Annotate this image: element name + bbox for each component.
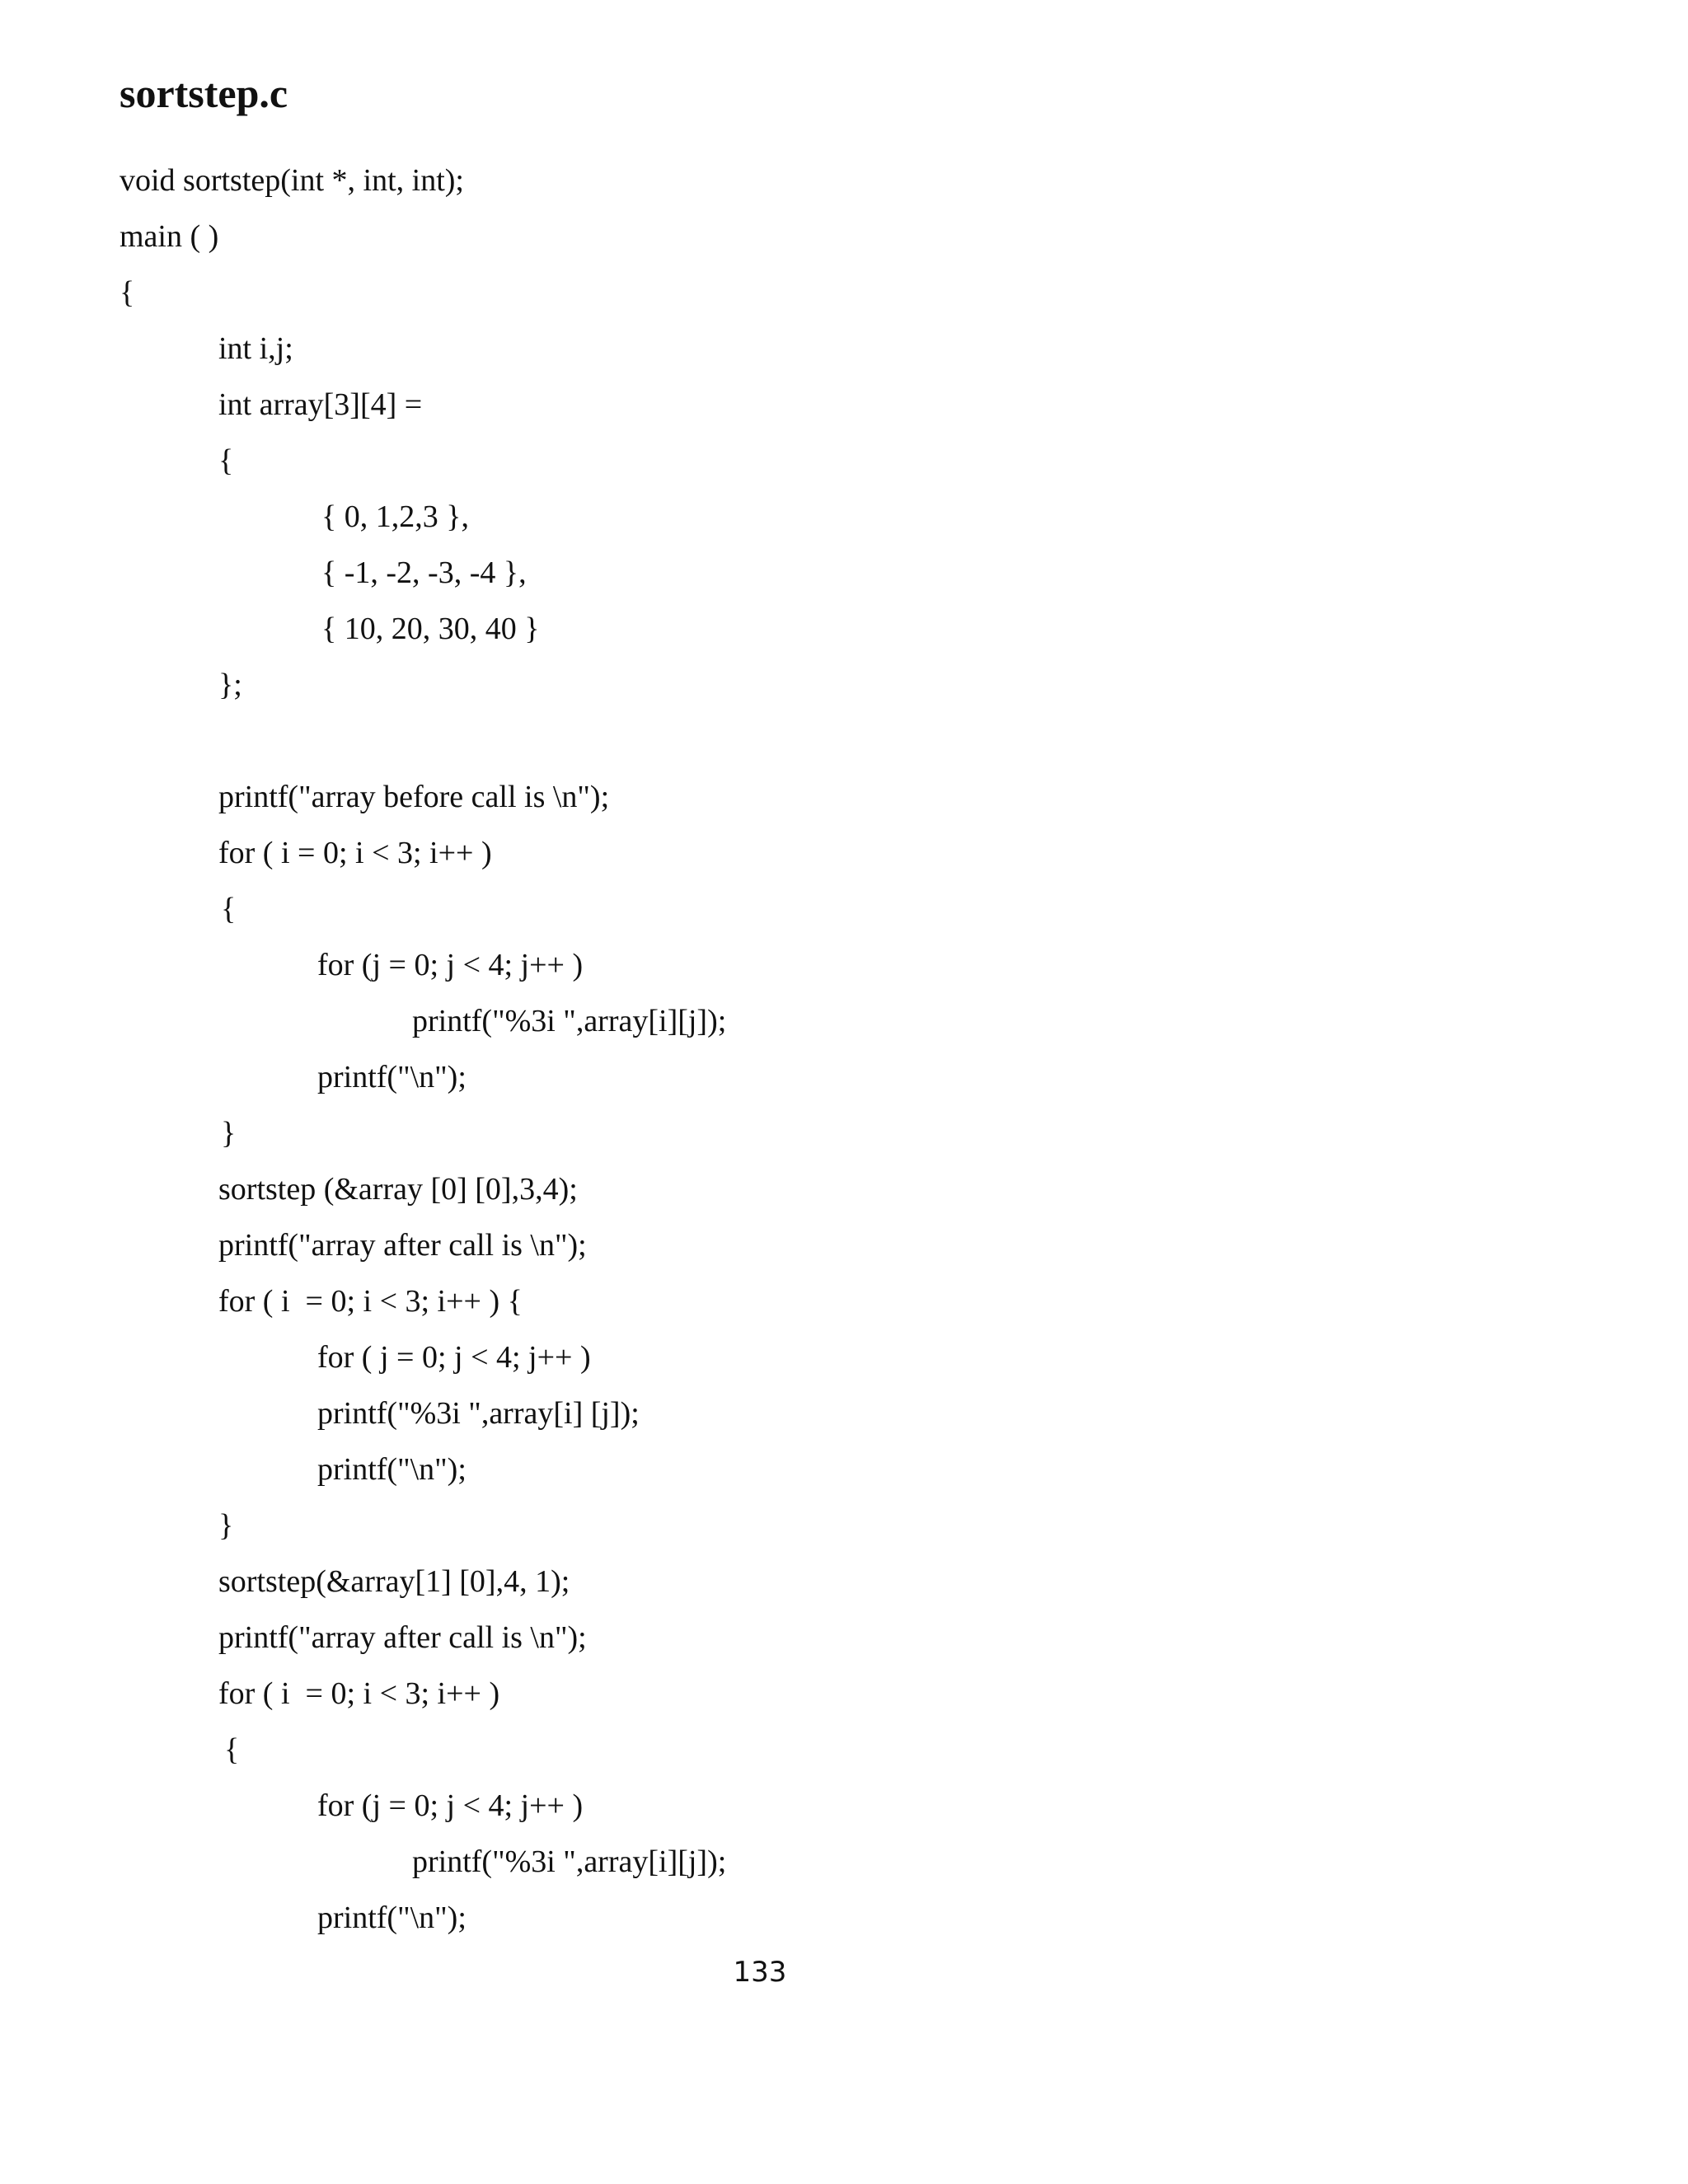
code-line-for-i-2: for ( i = 0; i < 3; i++ ) { xyxy=(218,1284,523,1319)
code-line-for-i-3-open: { xyxy=(224,1732,240,1767)
code-line-sortstep-call-1: sortstep (&array [0] [0],3,4); xyxy=(218,1172,578,1207)
code-line-for-i-3: for ( i = 0; i < 3; i++ ) xyxy=(218,1676,500,1711)
code-line-for-i-1: for ( i = 0; i < 3; i++ ) xyxy=(218,836,492,870)
code-line-main: main ( ) xyxy=(120,219,219,254)
code-line-for-i-2-close: } xyxy=(218,1508,234,1543)
code-line-sortstep-call-2: sortstep(&array[1] [0],4, 1); xyxy=(218,1564,570,1599)
code-line-printf-after-2: printf("array after call is \n"); xyxy=(218,1620,587,1655)
code-line-printf-element-2: printf("%3i ",array[i] [j]); xyxy=(317,1396,640,1431)
code-line-printf-after-1: printf("array after call is \n"); xyxy=(218,1228,587,1263)
code-line-printf-before: printf("array before call is \n"); xyxy=(218,780,610,814)
code-line-for-j-1: for (j = 0; j < 4; j++ ) xyxy=(317,948,584,982)
code-line-array-close: }; xyxy=(218,668,242,702)
code-line-for-i-1-close: } xyxy=(221,1116,237,1151)
code-line-printf-element-1: printf("%3i ",array[i][j]); xyxy=(412,1004,727,1038)
page-number: 133 xyxy=(733,1956,787,1989)
code-line-printf-newline-3: printf("\n"); xyxy=(317,1900,467,1935)
page-title: sortstep.c xyxy=(120,70,288,116)
code-line-for-j-2: for ( j = 0; j < 4; j++ ) xyxy=(317,1340,591,1375)
code-line-array-row-2: { 10, 20, 30, 40 } xyxy=(321,612,540,646)
code-line-open-brace: { xyxy=(120,275,135,310)
code-line-prototype: void sortstep(int *, int, int); xyxy=(120,163,464,198)
code-line-for-j-3: for (j = 0; j < 4; j++ ) xyxy=(317,1788,584,1823)
code-line-for-i-1-open: { xyxy=(221,892,237,926)
code-line-declare-ij: int i,j; xyxy=(218,331,293,366)
code-line-array-row-0: { 0, 1,2,3 }, xyxy=(321,499,469,534)
code-line-array-row-1: { -1, -2, -3, -4 }, xyxy=(321,555,527,590)
code-line-printf-element-3: printf("%3i ",array[i][j]); xyxy=(412,1844,727,1879)
code-line-array-open: { xyxy=(218,443,234,478)
code-line-declare-array: int array[3][4] = xyxy=(218,387,423,422)
code-line-printf-newline-2: printf("\n"); xyxy=(317,1452,467,1487)
code-line-printf-newline-1: printf("\n"); xyxy=(317,1060,467,1094)
